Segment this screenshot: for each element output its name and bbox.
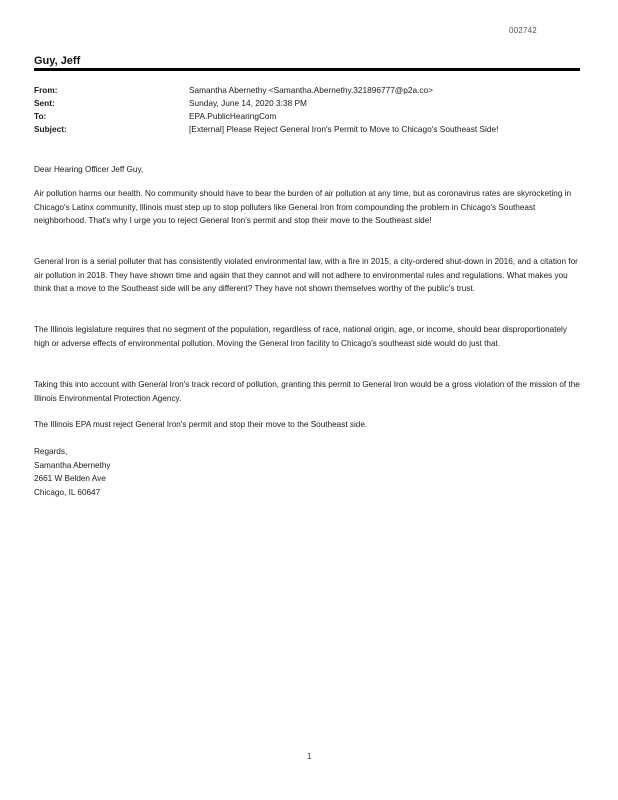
- signature-name: Samantha Abernethy: [34, 461, 111, 470]
- subject-label: Subject:: [34, 124, 67, 134]
- signature-city: Chicago, IL 60647: [34, 488, 101, 497]
- sent-row: [34, 97, 580, 109]
- body-paragraph-2: General Iron is a serial polluter that has consistently violated environmental law, with a fire in 2015, a city-ordered shut-down in 2016, and a citation for air pollution in 2018. They have shown time and again that they cannot and will not adhere to environmental rules and regulations. What makes you think that a move to the Southeast side will be any different? They have not shown themselves worthy of the public's trust.: [34, 257, 578, 293]
- subject-value: [External] Please Reject General Iron's Permit to Move to Chicago's Southeast Side!: [189, 124, 499, 134]
- mailbox-owner-name: Guy, Jeff: [34, 55, 81, 67]
- to-value: EPA.PublicHearingCom: [189, 111, 277, 121]
- sent-value: Sunday, June 14, 2020 3:38 PM: [189, 98, 307, 108]
- closing: Regards,: [34, 447, 68, 456]
- footer-page-mark: 1: [307, 752, 312, 761]
- from-value: Samantha Abernethy <Samantha.Abernethy.321896777@p2a.co>: [189, 85, 433, 95]
- greeting: Dear Hearing Officer Jeff Guy,: [34, 165, 144, 174]
- to-label: To:: [34, 111, 47, 121]
- body-paragraph-1: Air pollution harms our health. No community should have to bear the burden of air pollution at any time, but as coronavirus rates are skyrocketing in Chicago's Latinx community, Illinois must step up to stop polluters like General Iron from compounding the problem in Chicago's Southeast neighborhood. That's why I urge you to reject General Iron's permit and stop their move to the Southeast side!: [34, 189, 572, 225]
- from-row: [34, 84, 580, 96]
- sent-label: Sent:: [34, 98, 55, 108]
- to-row: [34, 110, 580, 122]
- body-paragraph-3: The Illinois legislature requires that no segment of the population, regardless of race, national origin, age, or income, should bear disproportionately high or adverse effects of environmental pollution. Moving the General Iron facility to Chicago's southeast side would do just that.: [34, 325, 567, 348]
- body-paragraph-5: The Illinois EPA must reject General Iron's permit and stop their move to the Southeast side.: [34, 420, 368, 429]
- from-label: From:: [34, 85, 58, 95]
- header-divider: [34, 68, 580, 71]
- body-paragraph-4: Taking this into account with General Iron's track record of pollution, granting this permit to General Iron would be a gross violation of the mission of the Illinois Environmental Protection Agency.: [34, 380, 580, 403]
- bates-page-number: 002742: [509, 26, 537, 35]
- signature-street: 2661 W Belden Ave: [34, 474, 106, 483]
- subject-row: [34, 123, 580, 135]
